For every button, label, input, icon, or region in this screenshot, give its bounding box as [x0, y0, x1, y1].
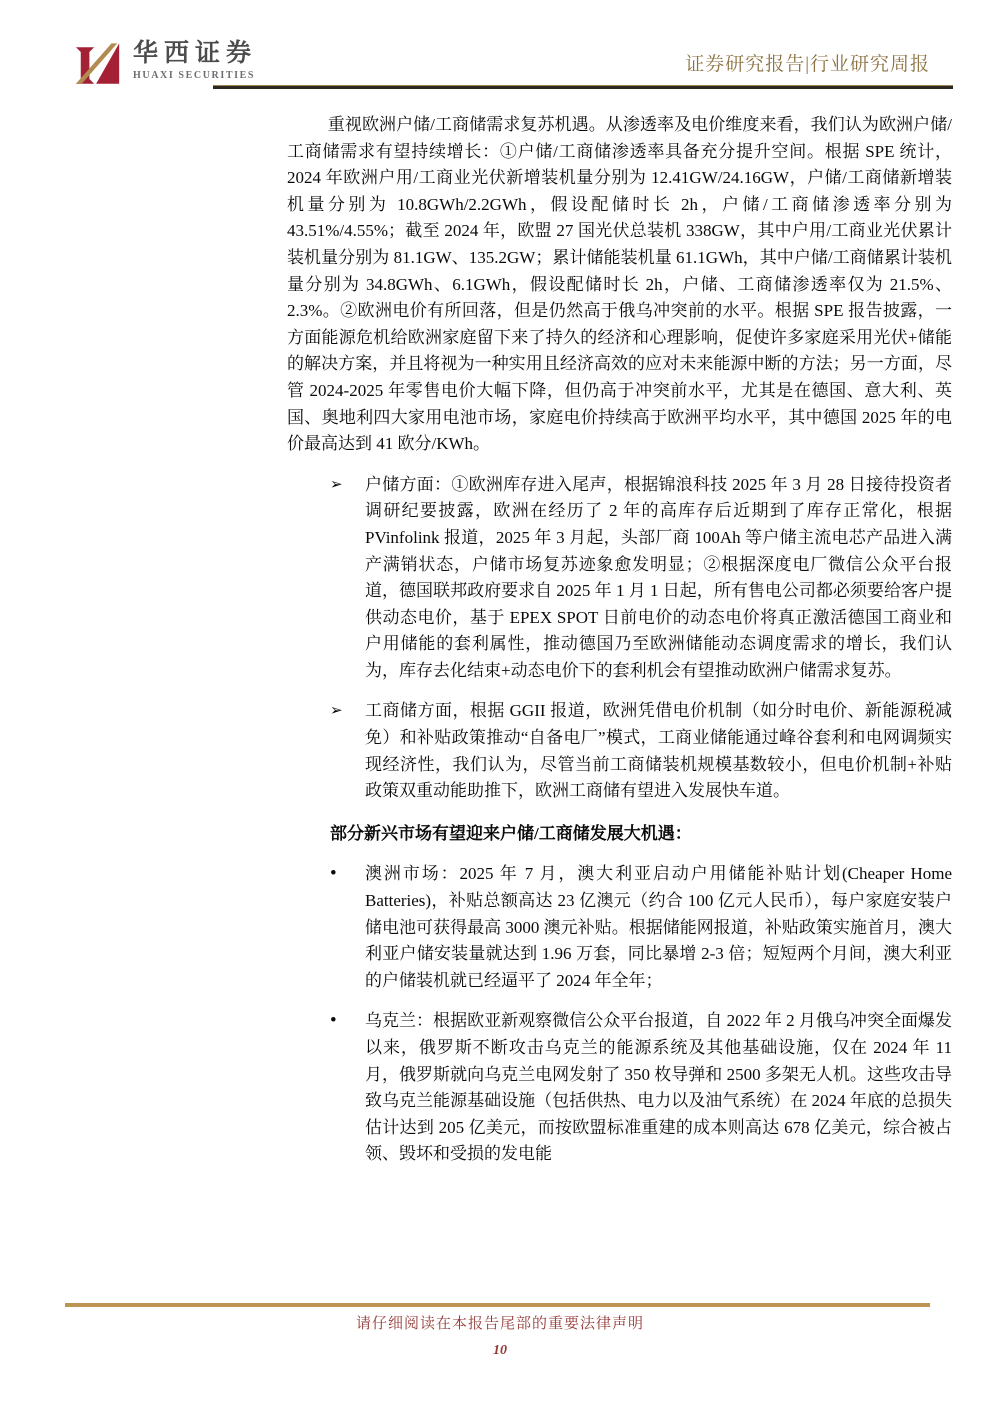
dot-bullet-ukraine [287, 1008, 952, 1168]
arrow-bullet-commercial-text: 工商储方面，根据 GGII 报道，欧洲凭借电价机制（如分时电价、新能源税减免）和补贴政策推动“自备电厂”模式，工商业储能通过峰谷套利和电网调频实现经济性，我们认为，尽管当前工商储装机规模基数较小，但电价机制+补贴政策双重动能助推下，欧洲工商储有望进入发展快车道。 [365, 701, 952, 801]
emerging-markets-heading: 部分新兴市场有望迎来户储/工商储发展大机遇： [330, 823, 692, 843]
arrow-bullet-icon: ➢ [330, 476, 343, 493]
page-number: 10 [493, 1343, 507, 1358]
report-body [287, 112, 952, 1182]
arrow-bullet-household-text: 户储方面：①欧洲库存进入尾声，根据锦浪科技 2025 年 3 月 28 日接待投资者调研纪要披露，欧洲在经历了 2 年的高库存后近期到了库存正常化，根据 PVinfolink 报道，2025 年 3 月起，头部厂商 100Ah 等户储主流电芯产品进入满产满销状态，户储市场复苏迹象愈发明显；②根据深度电厂微信公众平台报道，德国联邦政府要求自 2025 年 1 月 1 日起，所有售电公司都必须要给客户提供动态电价，基于 EPEX SPOT 日前电价的动态电价将真正激活德国工商业和户用储能的套利属性，推动德国乃至欧洲储能动态调度需求的增长，我们认为，库存去化结束+动态电价下的套利机会有望推动欧洲户储需求复苏。 [365, 474, 952, 680]
header-divider [213, 85, 953, 89]
logo-text [133, 39, 257, 81]
arrow-bullet-commercial [287, 698, 952, 804]
logo-name-en: HUAXI SECURITIES [133, 70, 256, 81]
dot-bullet-ukraine-text: 乌克兰：根据欧亚新观察微信公众平台报道，自 2022 年 2 月俄乌冲突全面爆发以来，俄罗斯不断攻击乌克兰的能源系统及其他基础设施，仅在 2024 年 11 月，俄罗斯就向乌克兰电网发射了 350 枚导弹和 2500 多架无人机。这些攻击导致乌克兰能源基础设施（包括供热、电力以及油气系统）在 2024 年底的总损失估计达到 205 亿美元，而按欧盟标准重建的成本则高达 678 亿美元，综合被占领、毁坏和受损的发电能 [365, 1011, 952, 1164]
arrow-bullet-household [287, 472, 952, 685]
footer-divider [65, 1303, 930, 1307]
dot-bullet-icon: • [330, 863, 337, 885]
dot-bullet-australia-text: 澳洲市场：2025 年 7 月，澳大利亚启动户用储能补贴计划(Cheaper Home Batteries)，补贴总额高达 23 亿澳元（约合 100 亿元人民币），每户家庭安装户储电池可获得最高 3000 澳元补贴。根据储能网报道，补贴政策实施首月，澳大利亚户储安装量就达到 1.96 万套，同比暴增 2-3 倍；短短两个月间，澳大利亚的户储装机就已经逼平了 2024 年全年； [365, 864, 952, 990]
paragraph-europe-storage: 重视欧洲户储/工商储需求复苏机遇。从渗透率及电价维度来看，我们认为欧洲户储/工商储需求有望持续增长：①户储/工商储渗透率具备充分提升空间。根据 SPE 统计，2024 年欧洲户用/工商业光伏新增装机量分别为 12.41GW/24.16GW，户储/工商储新增装机量分别为 10.8GWh/2.2GWh，假设配储时长 2h，户储/工商储渗透率分别为 43.51%/4.55%；截至 2024 年，欧盟 27 国光伏总装机 338GW，其中户用/工商业光伏累计装机量分别为 81.1GW、135.2GW；累计储能装机量 61.1GWh，其中户储/工商储累计装机量分别为 34.8GWh、6.1GWh，假设配储时长 2h，户储、工商储渗透率仅为 21.5%、2.3%。②欧洲电价有所回落，但是仍然高于俄乌冲突前的水平。根据 SPE 报告披露，一方面能源危机给欧洲家庭留下来了持久的经济和心理影响，促使许多家庭采用光伏+储能的解决方案，并且将视为一种实用且经济高效的应对未来能源中断的方法；另一方面，尽管 2024-2025 年零售电价大幅下降，但仍高于冲突前水平，尤其是在德国、意大利、英国、奥地利四大家用电池市场，家庭电价持续高于欧洲平均水平，其中德国 2025 年的电价最高达到 41 欧分/KWh。 [287, 115, 952, 454]
report-type-label: 证券研究报告|行业研究周报 [685, 54, 930, 75]
dot-bullet-icon: • [330, 1010, 337, 1032]
huaxi-logo-icon [75, 39, 123, 92]
logo-name-cn: 华西证券 [133, 40, 258, 67]
arrow-bullet-icon: ➢ [330, 703, 343, 720]
dot-bullet-australia [287, 861, 952, 994]
legal-disclaimer: 请仔细阅读在本报告尾部的重要法律声明 [355, 1316, 644, 1332]
